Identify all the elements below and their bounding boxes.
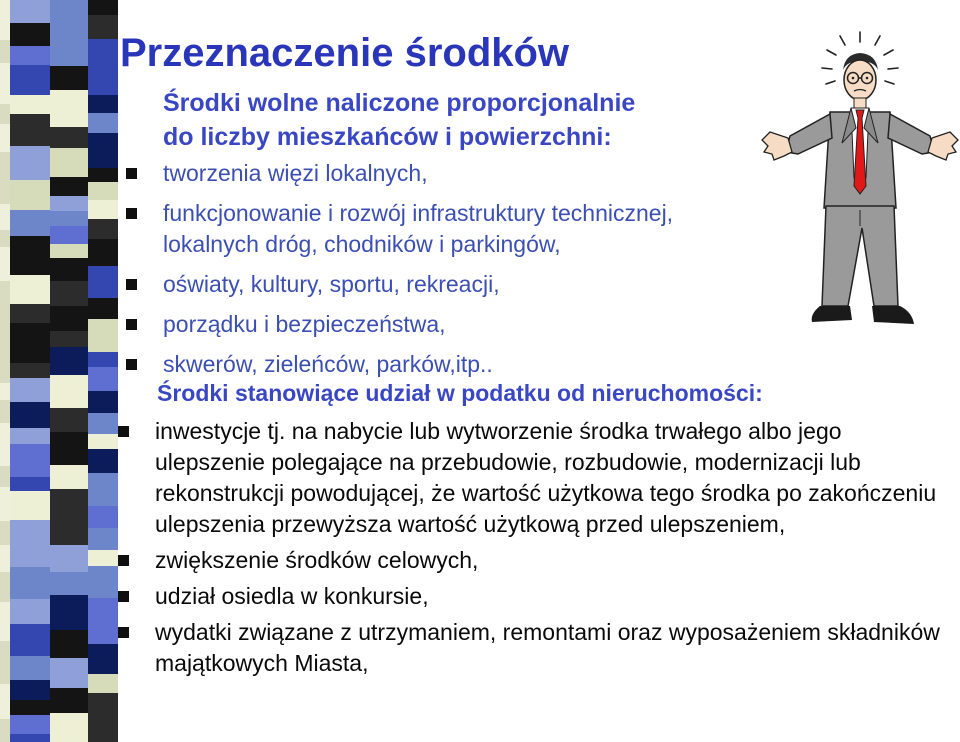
section2-list [0, 416, 960, 684]
square-bullet-icon [126, 168, 137, 179]
list-item [0, 269, 790, 300]
list-item [0, 617, 945, 679]
slide-title: Przeznaczenie środków [120, 31, 570, 75]
section2-heading: Środki stanowiące udział w podatku od nieruchomości: [157, 380, 763, 406]
square-bullet-icon [126, 279, 137, 290]
section1-heading-line1: Środki wolne naliczone proporcjonalnie [163, 89, 636, 117]
list-item-text: zwiększenie środków celowych, [155, 547, 479, 573]
square-bullet-icon [118, 426, 129, 437]
square-bullet-icon [118, 627, 129, 638]
section1-heading [163, 86, 635, 154]
list-item [0, 158, 790, 189]
square-bullet-icon [118, 591, 129, 602]
list-item-text: oświaty, kultury, sportu, rekreacji, [163, 271, 500, 297]
section1-heading-line2: do liczby mieszkańców i powierzchni: [163, 123, 612, 151]
list-item [0, 545, 945, 576]
square-bullet-icon [126, 359, 137, 370]
list-item-text: inwestycje tj. na nabycie lub wytworzenie środka trwałego albo jego ulepszenie polegające na przebudowie, rozbudowie, modernizacji lub rekonstrukcji powodującej, że wartość użytkowa tego środka po zakończeniu ulepszenia przewyższa wartość użytkową przed ulepszeniem, [155, 418, 937, 537]
list-item-text: skwerów, zieleńców, parków,itp.. [163, 351, 493, 377]
list-item [0, 309, 790, 340]
list-item [0, 198, 790, 260]
square-bullet-icon [126, 319, 137, 330]
section1-list [0, 158, 790, 389]
list-item [0, 581, 945, 612]
square-bullet-icon [126, 208, 137, 219]
list-item-text: wydatki związane z utrzymaniem, remontami oraz wyposażeniem składników majątkowych Miasta, [155, 619, 940, 676]
list-item [0, 349, 790, 380]
square-bullet-icon [118, 555, 129, 566]
list-item-text: udział osiedla w konkursie, [155, 583, 429, 609]
list-item-text: funkcjonowanie i rozwój infrastruktury technicznej, lokalnych dróg, chodników i parkingów, [163, 200, 674, 257]
confused-man-illustration [750, 28, 960, 338]
list-item-text: tworzenia więzi lokalnych, [163, 160, 428, 186]
list-item-text: porządku i bezpieczeństwa, [163, 311, 446, 337]
list-item [0, 416, 945, 540]
